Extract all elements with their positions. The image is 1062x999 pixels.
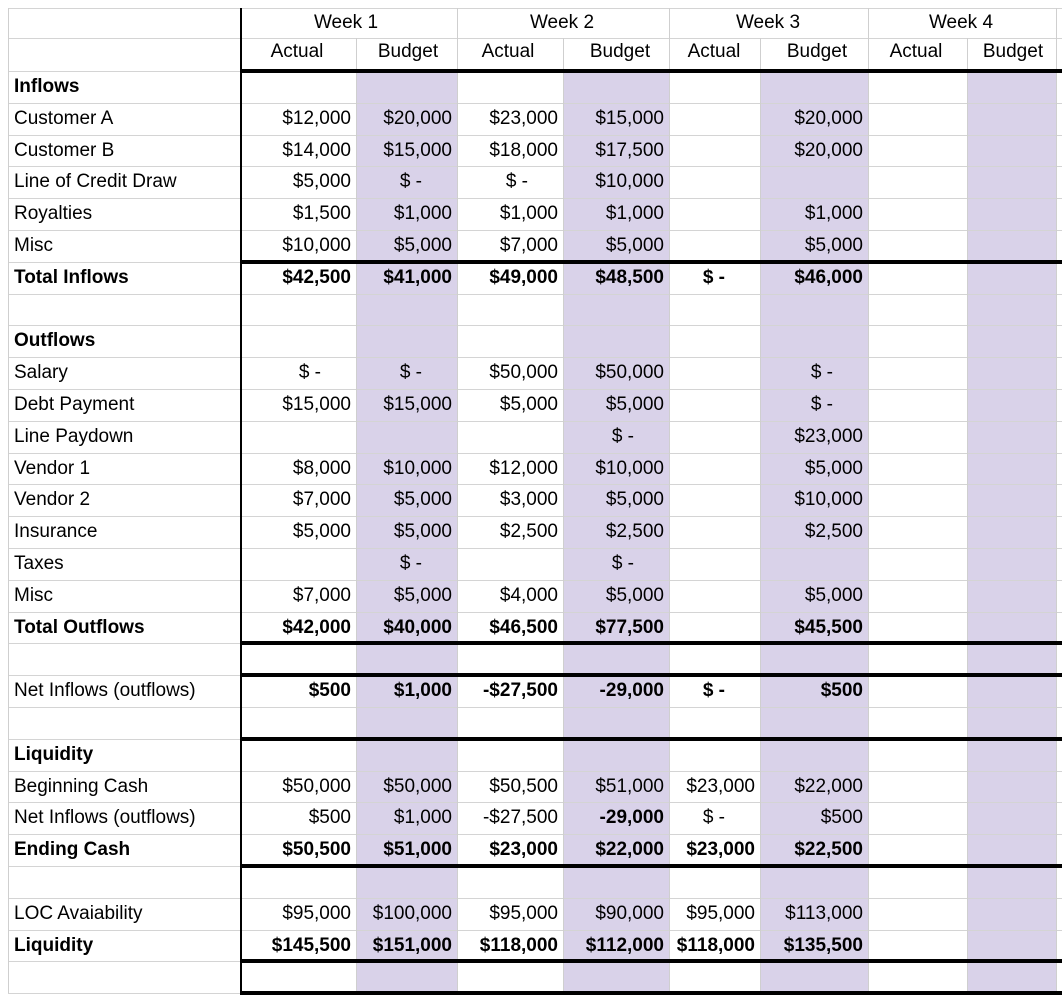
value-cell: $5,000 <box>605 235 664 256</box>
total-border <box>240 737 1062 741</box>
value-cell: $145,500 <box>271 935 351 956</box>
column-gridline <box>356 38 357 993</box>
row-gridline <box>8 707 1062 708</box>
row-label: LOC Avaiability <box>14 903 143 924</box>
column-gridline <box>760 38 761 993</box>
value-cell: $10,000 <box>383 458 452 479</box>
value-cell: $50,000 <box>595 362 664 383</box>
value-cell: $40,000 <box>383 617 452 638</box>
value-cell: -$27,500 <box>482 807 558 828</box>
value-cell: $118,000 <box>676 935 755 956</box>
value-cell: $17,500 <box>595 140 664 161</box>
value-cell: $5,000 <box>292 521 351 542</box>
budget-subheader: Budget <box>589 41 651 62</box>
row-label: Beginning Cash <box>14 776 149 797</box>
value-cell: $15,000 <box>383 140 452 161</box>
value-cell: $95,000 <box>282 903 351 924</box>
value-cell: -$27,500 <box>482 680 558 701</box>
value-cell: $1,000 <box>393 203 452 224</box>
value-cell: $41,000 <box>383 267 452 288</box>
value-cell: $5,000 <box>499 394 558 415</box>
value-cell: $5,000 <box>292 171 351 192</box>
value-cell: $49,000 <box>489 267 558 288</box>
value-cell: -29,000 <box>599 680 664 701</box>
value-cell: $50,500 <box>489 776 558 797</box>
row-label: Customer B <box>14 140 115 161</box>
value-cell: $23,000 <box>489 839 558 860</box>
value-cell: $23,000 <box>686 776 755 797</box>
value-cell: $15,000 <box>595 108 664 129</box>
value-cell: $46,000 <box>794 267 863 288</box>
row-label: Ending Cash <box>14 839 131 860</box>
value-cell: $15,000 <box>282 394 351 415</box>
value-cell: $10,000 <box>595 171 664 192</box>
row-label: Customer A <box>14 108 114 129</box>
row-label: Debt Payment <box>14 394 135 415</box>
value-cell: $100,000 <box>372 903 452 924</box>
value-cell: $5,000 <box>393 585 452 606</box>
value-cell: $ - <box>399 362 422 383</box>
total-border <box>240 69 1062 73</box>
value-cell: $7,000 <box>292 489 351 510</box>
value-cell: $2,500 <box>804 521 863 542</box>
value-cell: $42,000 <box>282 617 351 638</box>
column-gridline <box>967 38 968 993</box>
value-cell: $20,000 <box>794 108 863 129</box>
value-cell: $1,500 <box>292 203 351 224</box>
value-cell: $ - <box>298 362 321 383</box>
value-cell: $45,500 <box>794 617 863 638</box>
value-cell: $135,500 <box>783 935 863 956</box>
row-label: Misc <box>14 235 54 256</box>
row-label: Vendor 2 <box>14 489 91 510</box>
value-cell: $50,000 <box>282 776 351 797</box>
value-cell: $112,000 <box>585 935 664 956</box>
row-label: Vendor 1 <box>14 458 91 479</box>
value-cell: $ - <box>810 394 833 415</box>
value-cell: $ - <box>611 426 634 447</box>
value-cell: $ - <box>702 267 725 288</box>
value-cell: $4,000 <box>499 585 558 606</box>
column-gridline <box>1056 8 1057 993</box>
value-cell: $118,000 <box>479 935 558 956</box>
value-cell: $51,000 <box>383 839 452 860</box>
row-label: Salary <box>14 362 68 383</box>
value-cell: $95,000 <box>686 903 755 924</box>
budget-subheader: Budget <box>982 41 1044 62</box>
budget-column-shade <box>967 71 1056 991</box>
column-gridline <box>868 8 869 993</box>
value-cell: $23,000 <box>794 426 863 447</box>
actual-subheader: Actual <box>270 41 324 62</box>
budget-subheader: Budget <box>377 41 439 62</box>
value-cell: $1,000 <box>605 203 664 224</box>
column-gridline <box>457 8 458 993</box>
row-gridline <box>8 421 1062 422</box>
row-gridline <box>8 294 1062 295</box>
value-cell: $ - <box>810 362 833 383</box>
row-label: Line Paydown <box>14 426 134 447</box>
row-label: Royalties <box>14 203 93 224</box>
week-header: Week 2 <box>529 12 595 33</box>
column-gridline <box>563 38 564 993</box>
column-gridline <box>8 8 9 993</box>
row-label: Net Inflows (outflows) <box>14 807 196 828</box>
value-cell: $5,000 <box>393 235 452 256</box>
actual-subheader: Actual <box>687 41 741 62</box>
value-cell: $ - <box>399 171 422 192</box>
value-cell: $42,500 <box>282 267 351 288</box>
value-cell: $7,000 <box>292 585 351 606</box>
value-cell: $5,000 <box>393 521 452 542</box>
value-cell: $8,000 <box>292 458 351 479</box>
value-cell: $1,000 <box>804 203 863 224</box>
value-cell: $22,000 <box>595 839 664 860</box>
value-cell: $2,500 <box>605 521 664 542</box>
row-label: Net Inflows (outflows) <box>14 680 196 701</box>
value-cell: $151,000 <box>372 935 452 956</box>
value-cell: $500 <box>820 680 863 701</box>
value-cell: $10,000 <box>595 458 664 479</box>
value-cell: $90,000 <box>595 903 664 924</box>
actual-subheader: Actual <box>481 41 535 62</box>
value-cell: $500 <box>308 807 351 828</box>
row-label: Liquidity <box>14 744 94 765</box>
row-gridline <box>8 548 1062 549</box>
value-cell: -29,000 <box>599 807 664 828</box>
value-cell: $50,000 <box>383 776 452 797</box>
value-cell: $20,000 <box>794 140 863 161</box>
value-cell: $23,000 <box>489 108 558 129</box>
row-label: Inflows <box>14 76 80 97</box>
row-label: Total Outflows <box>14 617 145 638</box>
row-label: Total Inflows <box>14 267 129 288</box>
value-cell: $5,000 <box>393 489 452 510</box>
row-label: Liquidity <box>14 935 94 956</box>
value-cell: $95,000 <box>489 903 558 924</box>
row-gridline <box>8 325 1062 326</box>
value-cell: $ - <box>399 553 422 574</box>
value-cell: $ - <box>702 680 725 701</box>
value-cell: $77,500 <box>595 617 664 638</box>
column-gridline <box>669 8 670 993</box>
row-label: Insurance <box>14 521 98 542</box>
value-cell: $15,000 <box>383 394 452 415</box>
value-cell: $48,500 <box>595 267 664 288</box>
value-cell: $ - <box>702 807 725 828</box>
value-cell: $18,000 <box>489 140 558 161</box>
row-label: Outflows <box>14 330 96 351</box>
value-cell: $1,000 <box>393 680 452 701</box>
value-cell: $10,000 <box>794 489 863 510</box>
value-cell: $ - <box>505 171 528 192</box>
value-cell: $22,500 <box>794 839 863 860</box>
row-label: Misc <box>14 585 54 606</box>
value-cell: $50,000 <box>489 362 558 383</box>
row-label: Line of Credit Draw <box>14 171 177 192</box>
value-cell: $5,000 <box>605 394 664 415</box>
value-cell: $10,000 <box>282 235 351 256</box>
value-cell: $5,000 <box>605 585 664 606</box>
value-cell: $20,000 <box>383 108 452 129</box>
value-cell: $ - <box>611 553 634 574</box>
value-cell: $12,000 <box>489 458 558 479</box>
week-header: Week 3 <box>735 12 801 33</box>
value-cell: $14,000 <box>282 140 351 161</box>
value-cell: $2,500 <box>499 521 558 542</box>
actual-subheader: Actual <box>889 41 943 62</box>
value-cell: $12,000 <box>282 108 351 129</box>
week-header: Week 1 <box>313 12 379 33</box>
value-cell: $3,000 <box>499 489 558 510</box>
value-cell: $113,000 <box>785 903 863 924</box>
row-label: Taxes <box>14 553 64 574</box>
value-cell: $7,000 <box>499 235 558 256</box>
value-cell: $1,000 <box>393 807 452 828</box>
value-cell: $1,000 <box>499 203 558 224</box>
value-cell: $22,000 <box>794 776 863 797</box>
value-cell: $51,000 <box>595 776 664 797</box>
value-cell: $5,000 <box>804 235 863 256</box>
value-cell: $46,500 <box>489 617 558 638</box>
value-cell: $5,000 <box>804 458 863 479</box>
value-cell: $5,000 <box>804 585 863 606</box>
value-cell: $50,500 <box>282 839 351 860</box>
week-header: Week 4 <box>928 12 994 33</box>
value-cell: $500 <box>308 680 351 701</box>
value-cell: $500 <box>820 807 863 828</box>
label-column-border <box>240 8 242 993</box>
budget-subheader: Budget <box>786 41 848 62</box>
total-border <box>240 991 1062 995</box>
value-cell: $23,000 <box>686 839 755 860</box>
value-cell: $5,000 <box>605 489 664 510</box>
